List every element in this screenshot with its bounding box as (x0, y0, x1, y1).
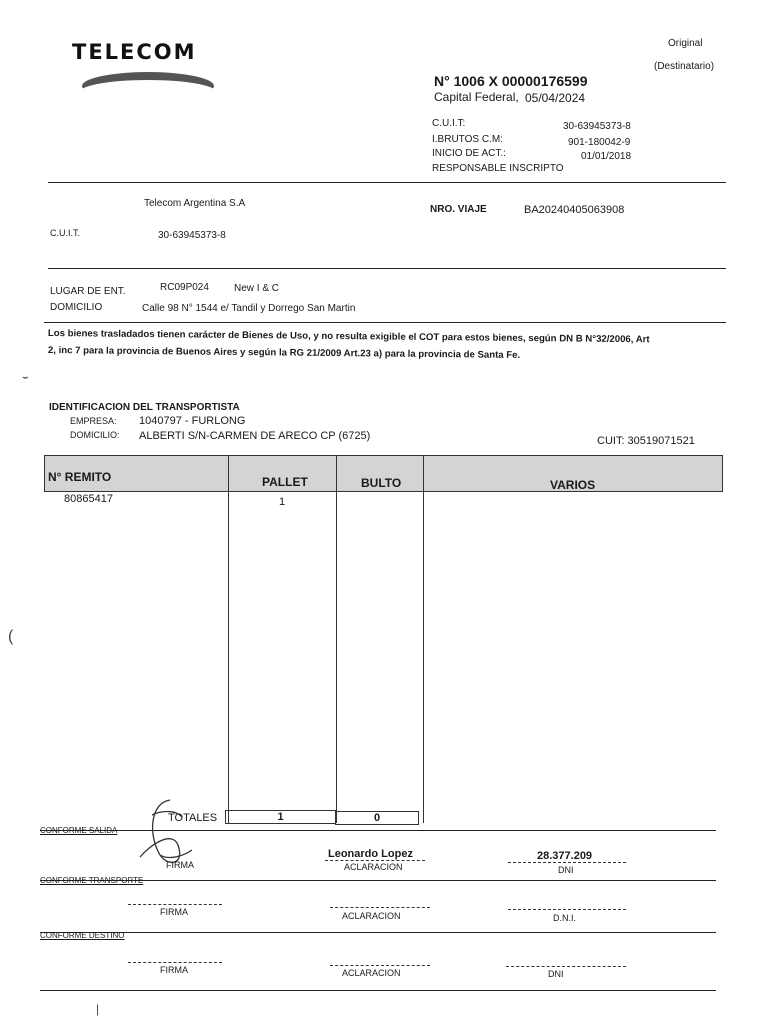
issuer-inicio-label: INICIO DE ACT.: (432, 148, 506, 159)
empresa-value: 1040797 - FURLONG (139, 415, 246, 427)
destino-firma-label: FIRMA (160, 965, 188, 975)
client-cuit-label: C.U.I.T. (50, 228, 81, 238)
notice-line-2: 2, inc 7 para la provincia de Buenos Aires y según la RG 21/2009 Art.23 a) para la provincia de Santa Fe. (47, 345, 521, 361)
remito-number: 80865417 (64, 493, 113, 505)
client-cuit-value: 30-63945373-8 (158, 230, 226, 241)
transport-domicilio-value: ALBERTI S/N-CARMEN DE ARECO CP (6725) (139, 430, 371, 442)
header-remito: N° REMITO (48, 470, 112, 484)
company-logo: TELECOM (72, 40, 197, 64)
salida-aclaracion-label: ACLARACION (344, 862, 403, 872)
header-bulto: BULTO (361, 476, 402, 490)
signature-line (330, 907, 430, 908)
salida-dni: 28.377.209 (537, 850, 593, 862)
margin-mark: ( (8, 628, 14, 645)
column-divider (336, 492, 337, 823)
conforme-transporte-label: CONFORME TRANSPORTE (40, 876, 144, 885)
lugar-code: RC09P024 (160, 282, 209, 293)
signature-line (508, 862, 626, 863)
divider (40, 932, 716, 933)
lugar-name: New I & C (234, 283, 280, 294)
divider (44, 322, 726, 323)
copy-original: Original (668, 38, 703, 49)
document-place: Capital Federal, (434, 90, 519, 104)
viaje-value: BA20240405063908 (524, 204, 625, 216)
logo-swoosh-icon (78, 62, 218, 96)
signature-line (330, 965, 430, 966)
header-varios: VARIOS (550, 478, 596, 492)
total-bulto: 0 (335, 811, 419, 825)
document-date: 05/04/2024 (525, 91, 586, 105)
signature-line (128, 904, 222, 905)
remito-table (44, 455, 723, 823)
transport-title: IDENTIFICACION DEL TRANSPORTISTA (49, 402, 240, 413)
transporte-aclaracion-label: ACLARACION (342, 911, 401, 921)
signature-line (506, 966, 626, 967)
signature-line (128, 962, 222, 963)
margin-mark: | (96, 1002, 100, 1016)
column-divider (228, 492, 229, 823)
column-divider (423, 492, 424, 823)
transporte-firma-label: FIRMA (160, 907, 188, 917)
issuer-inicio-value: 01/01/2018 (581, 151, 632, 162)
issuer-cuit-label: C.U.I.T: (432, 118, 466, 129)
destino-aclaracion-label: ACLARACION (342, 968, 401, 978)
client-name: Telecom Argentina S.A (144, 198, 246, 209)
issuer-cuit-value: 30-63945373-8 (563, 121, 631, 132)
salida-nombre: Leonardo Lopez (328, 848, 413, 860)
signature-line (325, 860, 425, 861)
conforme-destino-label: CONFORME DESTINO (40, 931, 125, 940)
header-pallet: PALLET (262, 475, 308, 489)
viaje-label: NRO. VIAJE (430, 204, 487, 215)
transport-cuit: CUIT: 30519071521 (597, 435, 695, 447)
totales-label: TOTALES (168, 812, 218, 824)
lugar-label: LUGAR DE ENT. (50, 286, 126, 297)
empresa-label: EMPRESA: (70, 416, 117, 426)
domicilio-label: DOMICILIO (50, 302, 103, 313)
remito-pallet: 1 (279, 496, 286, 508)
issuer-iibb-value: 901-180042-9 (568, 137, 631, 148)
conforme-salida-label: CONFORME SALIDA (40, 826, 118, 835)
divider (40, 990, 716, 991)
transporte-dni-label: D.N.I. (553, 913, 577, 923)
signature-line (508, 909, 626, 910)
divider (48, 182, 726, 183)
copy-destinatario: (Destinatario) (654, 61, 715, 72)
total-pallet: 1 (225, 810, 336, 824)
salida-firma-label: FIRMA (166, 860, 194, 870)
transport-domicilio-label: DOMICILIO: (70, 430, 120, 440)
salida-dni-label: DNI (558, 865, 574, 875)
divider (48, 268, 726, 269)
domicilio-value: Calle 98 N° 1544 e/ Tandil y Dorrego San Martin (142, 303, 356, 314)
issuer-iibb-label: I.BRUTOS C.M: (432, 134, 503, 145)
destino-dni-label: DNI (548, 969, 564, 979)
document-number: N° 1006 X 00000176599 (434, 73, 588, 89)
issuer-condition: RESPONSABLE INSCRIPTO (432, 163, 564, 174)
margin-mark: ⌣ (22, 372, 29, 383)
notice-line-1: Los bienes trasladados tienen carácter de Bienes de Uso, y no resulta exigible el COT para estos bienes, según DN B N°32/2006, Art (47, 328, 650, 346)
